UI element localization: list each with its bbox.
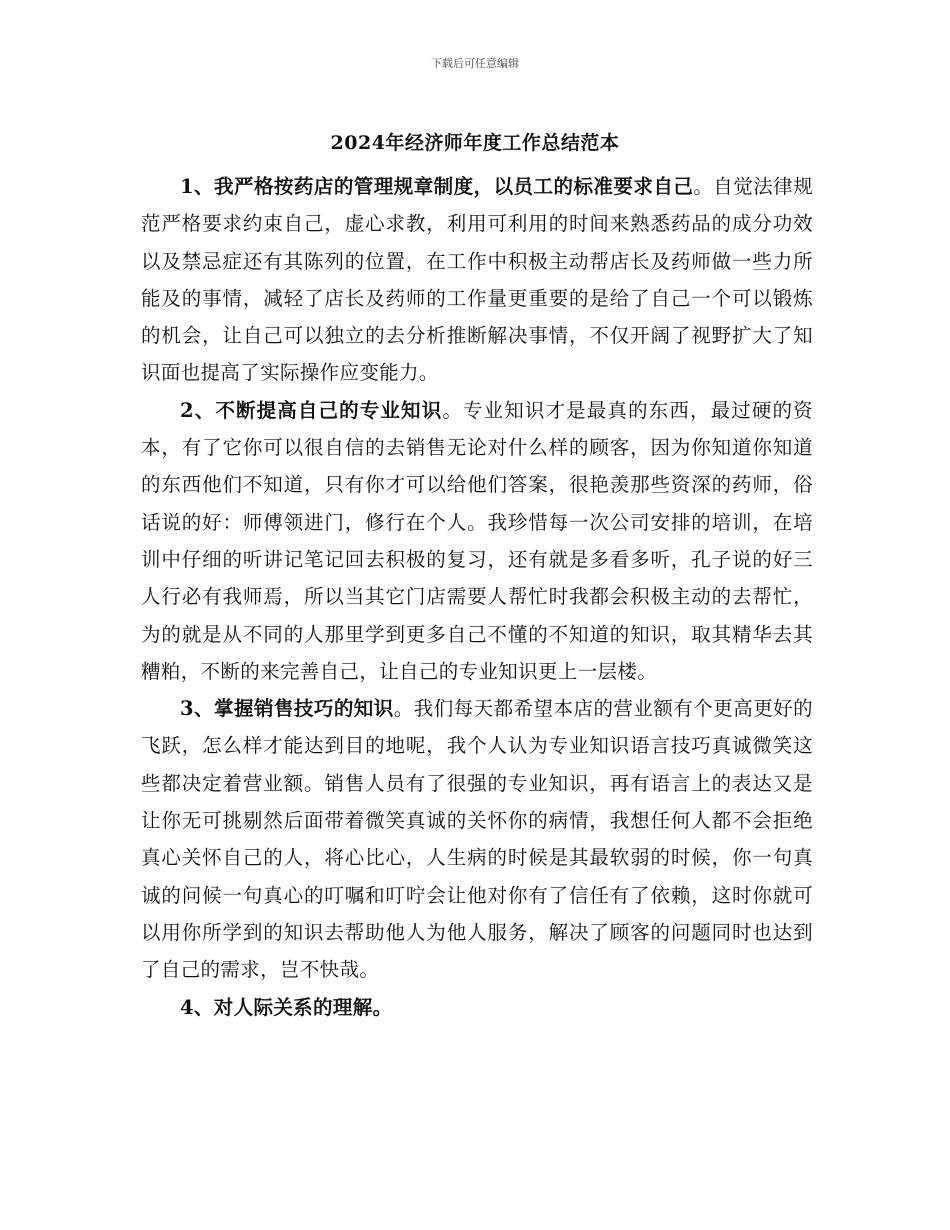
paragraph-1-lead: 1、我严格按药店的管理规章制度，以员工的标准要求自己 xyxy=(180,175,694,198)
paragraph-3-lead: 3、掌握销售技巧的知识 xyxy=(180,697,394,721)
paragraph-4-lead: 4、对人际关系的理解。 xyxy=(180,995,393,1019)
paragraph-3 xyxy=(141,690,813,988)
paragraph-1-body: 。自觉法律规范严格要求约束自己，虚心求教，利用可利用的时间来熟悉药品的成分功效以及禁忌症还有其陈列的位置，在工作中积极主动帮店长及药师做一些力所能及的事情，减轻了店长及药师的工作量更重要的是给了自己一个可以锻炼的机会，让自己可以独立的去分析推断解决事情，不仅开阔了视野扩大了知识面也提高了实际操作应变能力。 xyxy=(141,175,813,385)
document-body xyxy=(141,168,813,1026)
paragraph-3-body: 。我们每天都希望本店的营业额有个更高更好的飞跃，怎么样才能达到目的地呢，我个人认为专业知识语言技巧真诚微笑这些都决定着营业额。销售人员有了很强的专业知识，再有语言上的表达又是让你无可挑剔然后面带着微笑真诚的关怀你的病情，我想任何人都不会拒绝真心关怀自己的人，将心比心，人生病的时候是其最软弱的时候，你一句真诚的问候一句真心的叮嘱和叮咛会让他对你有了信任有了依赖，这时你就可以用你所学到的知识去帮助他人为他人服务，解决了顾客的问题同时也达到了自己的需求，岂不快哉。 xyxy=(141,697,813,982)
document-title: 2024年经济师年度工作总结范本 xyxy=(330,132,620,154)
paragraph-2-lead: 2、不断提高自己的专业知识 xyxy=(180,398,443,422)
paragraph-1 xyxy=(141,168,813,392)
paragraph-2 xyxy=(141,392,813,690)
paragraph-4 xyxy=(141,989,813,1026)
paragraph-2-body: 。专业知识才是最真的东西，最过硬的资本，有了它你可以很自信的去销售无论对什么样的顾客，因为你知道你知道的东西他们不知道，只有你才可以给他们答案，很艳羡那些资深的药师，俗话说的好：师傅领进门，修行在个人。我珍惜每一次公司安排的培训，在培训中仔细的听讲记笔记回去积极的复习，还有就是多看多听，孔子说的好三人行必有我师焉，所以当其它门店需要人帮忙时我都会积极主动的去帮忙，为的就是从不同的人那里学到更多自己不懂的不知道的知识，取其精华去其糟粕，不断的来完善自己，让自己的专业知识更上一层楼。 xyxy=(141,398,813,683)
header-note: 下载后可任意编辑 xyxy=(431,57,519,70)
